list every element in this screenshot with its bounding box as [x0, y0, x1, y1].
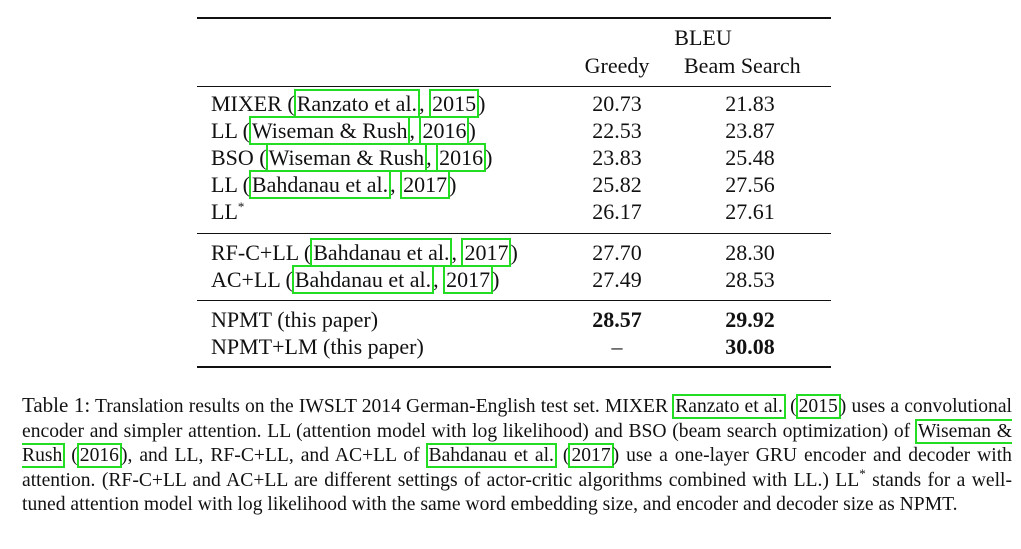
- greedy-value: 22.53: [592, 118, 642, 143]
- table-row: RF-C+LL (Bahdanau et al., 2017): [211, 240, 518, 265]
- table-row: BSO (Wiseman & Rush, 2016): [211, 145, 493, 170]
- citation-year-link[interactable]: 2017: [568, 443, 613, 468]
- beam-value: 27.56: [725, 172, 775, 197]
- citation-year-link[interactable]: 2015: [429, 89, 479, 118]
- header-rule: [197, 86, 831, 87]
- header-beam-search: Beam Search: [684, 53, 801, 78]
- citation-year-link[interactable]: 2016: [419, 116, 469, 145]
- beam-value: 28.53: [725, 267, 775, 292]
- citation-link[interactable]: Ranzato et al.: [294, 89, 420, 118]
- table-row: NPMT+LM (this paper): [211, 334, 424, 359]
- table-bottom-rule: [197, 366, 831, 368]
- beam-value: 23.87: [725, 118, 775, 143]
- citation-year-link[interactable]: 2016: [77, 443, 122, 468]
- beam-value: 21.83: [725, 91, 775, 116]
- table-top-rule: [197, 17, 831, 19]
- citation-link[interactable]: Bahdanau et al.: [249, 170, 391, 199]
- greedy-value: 20.73: [592, 91, 642, 116]
- citation-year-link[interactable]: 2017: [461, 238, 511, 267]
- greedy-value: 23.83: [592, 145, 642, 170]
- beam-value: 29.92: [725, 307, 775, 332]
- citation-year-link[interactable]: 2016: [436, 143, 486, 172]
- caption-label: Table 1:: [22, 393, 91, 417]
- citation-link[interactable]: Wiseman & Rush: [249, 116, 411, 145]
- citation-link[interactable]: Bahdanau et al.: [426, 443, 557, 468]
- table-row: LL*: [211, 199, 245, 224]
- beam-value: 30.08: [725, 334, 775, 359]
- header-bleu: BLEU: [674, 25, 732, 50]
- citation-year-link[interactable]: 2015: [796, 394, 841, 419]
- beam-value: 27.61: [725, 199, 775, 224]
- citation-link[interactable]: Bahdanau et al.: [292, 265, 434, 294]
- header-greedy: Greedy: [584, 53, 650, 78]
- beam-value: 25.48: [725, 145, 775, 170]
- citation-link[interactable]: Ranzato et al.: [672, 394, 786, 419]
- beam-value: 28.30: [725, 240, 775, 265]
- table-row: NPMT (this paper): [211, 307, 379, 332]
- table-row: MIXER (Ranzato et al., 2015): [211, 91, 486, 116]
- greedy-value: 27.49: [592, 267, 642, 292]
- table-row: AC+LL (Bahdanau et al., 2017): [211, 267, 500, 292]
- greedy-value: 25.82: [592, 172, 642, 197]
- greedy-value: –: [611, 334, 623, 359]
- table-caption: Table 1: Translation results on the IWSLT 2014 German-English test set. MIXER Ranzato et al. ( 2015 ) uses a convolutional encoder and simpler attention. LL (attention model with log likelihood) and BSO (beam search optimization) of Wiseman & Rush ( 2016 ), and LL, RF-C+LL, and AC+LL of Bahdanau et al. ( 2017 ) use a one-layer GRU encoder and decoder with attention. (RF-C+LL and AC+LL are different settings of actor-critic algorithms combined with LL.) LL* stands for a well-tuned attention model with log likelihood with the same word embedding size, and encoder and decoder size as NPMT.: [22, 393, 1012, 515]
- citation-link[interactable]: Bahdanau et al.: [310, 238, 452, 267]
- group-rule: [197, 233, 831, 234]
- group-rule: [197, 300, 831, 301]
- table-row: LL (Wiseman & Rush, 2016): [211, 118, 476, 143]
- greedy-value: 26.17: [592, 199, 642, 224]
- citation-year-link[interactable]: 2017: [443, 265, 493, 294]
- greedy-value: 28.57: [592, 307, 642, 332]
- citation-year-link[interactable]: 2017: [400, 170, 450, 199]
- table-row: LL (Bahdanau et al., 2017): [211, 172, 457, 197]
- greedy-value: 27.70: [592, 240, 642, 265]
- citation-link[interactable]: Wiseman & Rush: [22, 420, 1012, 466]
- citation-link[interactable]: Wiseman & Rush: [266, 143, 428, 172]
